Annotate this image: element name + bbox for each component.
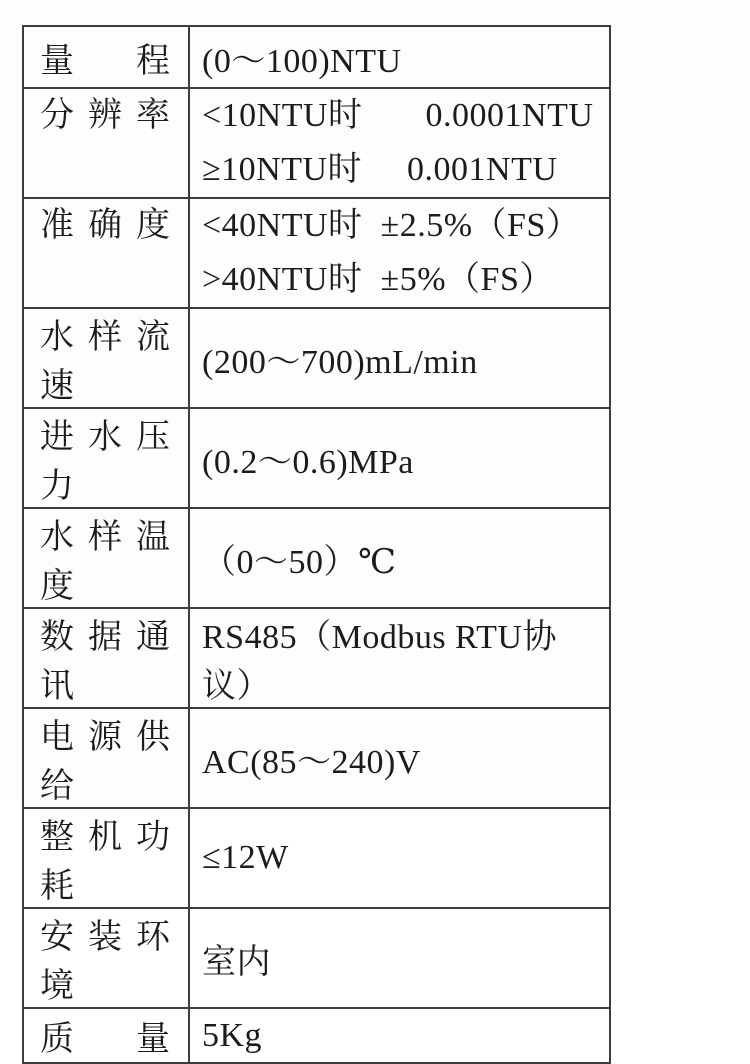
spec-value-line: (0～100)NTU [202, 42, 402, 80]
spec-value-line: >40NTU时 ±5%（FS） [202, 261, 554, 298]
spec-row [23, 26, 610, 88]
spec-value-cell [189, 198, 610, 308]
spec-label: 量 程 [40, 42, 170, 80]
spec-label-cell [23, 1008, 189, 1063]
spec-value-cell [189, 908, 610, 1008]
spec-label-cell [23, 908, 189, 1008]
spec-value-line: （0～50）℃ [202, 543, 397, 581]
spec-value-line: 室内 [202, 943, 271, 981]
spec-label: 准 确 度 [40, 207, 170, 244]
spec-row [23, 88, 610, 198]
spec-value-line: ≥10NTU时 0.001NTU [202, 151, 558, 188]
spec-row [23, 198, 610, 308]
spec-label-cell [23, 308, 189, 408]
spec-value-cell [189, 88, 610, 198]
spec-label: 安装环境 [40, 919, 170, 1005]
spec-label: 水样温度 [40, 519, 170, 605]
spec-value-cell [189, 608, 610, 708]
spec-table [22, 25, 611, 1064]
spec-row [23, 608, 610, 708]
spec-row [23, 808, 610, 908]
spec-value-line: AC(85～240)V [202, 743, 421, 781]
spec-value-line: (0.2～0.6)MPa [202, 443, 414, 481]
spec-label: 进水压力 [40, 419, 170, 505]
spec-value-cell [189, 26, 610, 88]
spec-value-line: (200～700)mL/min [202, 343, 478, 381]
spec-label-cell [23, 88, 189, 198]
spec-label-cell [23, 508, 189, 608]
spec-value-line: RS485（Modbus RTU协议） [202, 619, 558, 705]
spec-label-cell [23, 198, 189, 308]
spec-row [23, 1008, 610, 1063]
spec-value-line: <40NTU时 ±2.5%（FS） [202, 207, 581, 244]
spec-label-cell [23, 808, 189, 908]
spec-row [23, 508, 610, 608]
spec-value-cell [189, 1008, 610, 1063]
spec-label-cell [23, 26, 189, 88]
spec-row [23, 408, 610, 508]
spec-value-cell [189, 708, 610, 808]
spec-value-line: 5Kg [202, 1016, 263, 1054]
spec-label: 水样流速 [40, 319, 170, 405]
spec-label-cell [23, 408, 189, 508]
spec-row [23, 708, 610, 808]
spec-label: 数据通讯 [40, 619, 170, 705]
spec-value-line: ≤12W [202, 839, 289, 876]
spec-label: 分 辨 率 [40, 97, 170, 134]
spec-value-cell [189, 508, 610, 608]
spec-label: 整机功耗 [40, 819, 170, 905]
spec-row [23, 308, 610, 408]
spec-label: 电源供给 [40, 719, 170, 805]
spec-value-cell [189, 308, 610, 408]
spec-value-cell [189, 808, 610, 908]
spec-label-cell [23, 608, 189, 708]
spec-value-cell [189, 408, 610, 508]
spec-label: 质 量 [40, 1021, 170, 1058]
spec-row [23, 908, 610, 1008]
spec-value-line: <10NTU时 0.0001NTU [202, 97, 594, 134]
spec-table-body [23, 26, 610, 1063]
spec-label-cell [23, 708, 189, 808]
